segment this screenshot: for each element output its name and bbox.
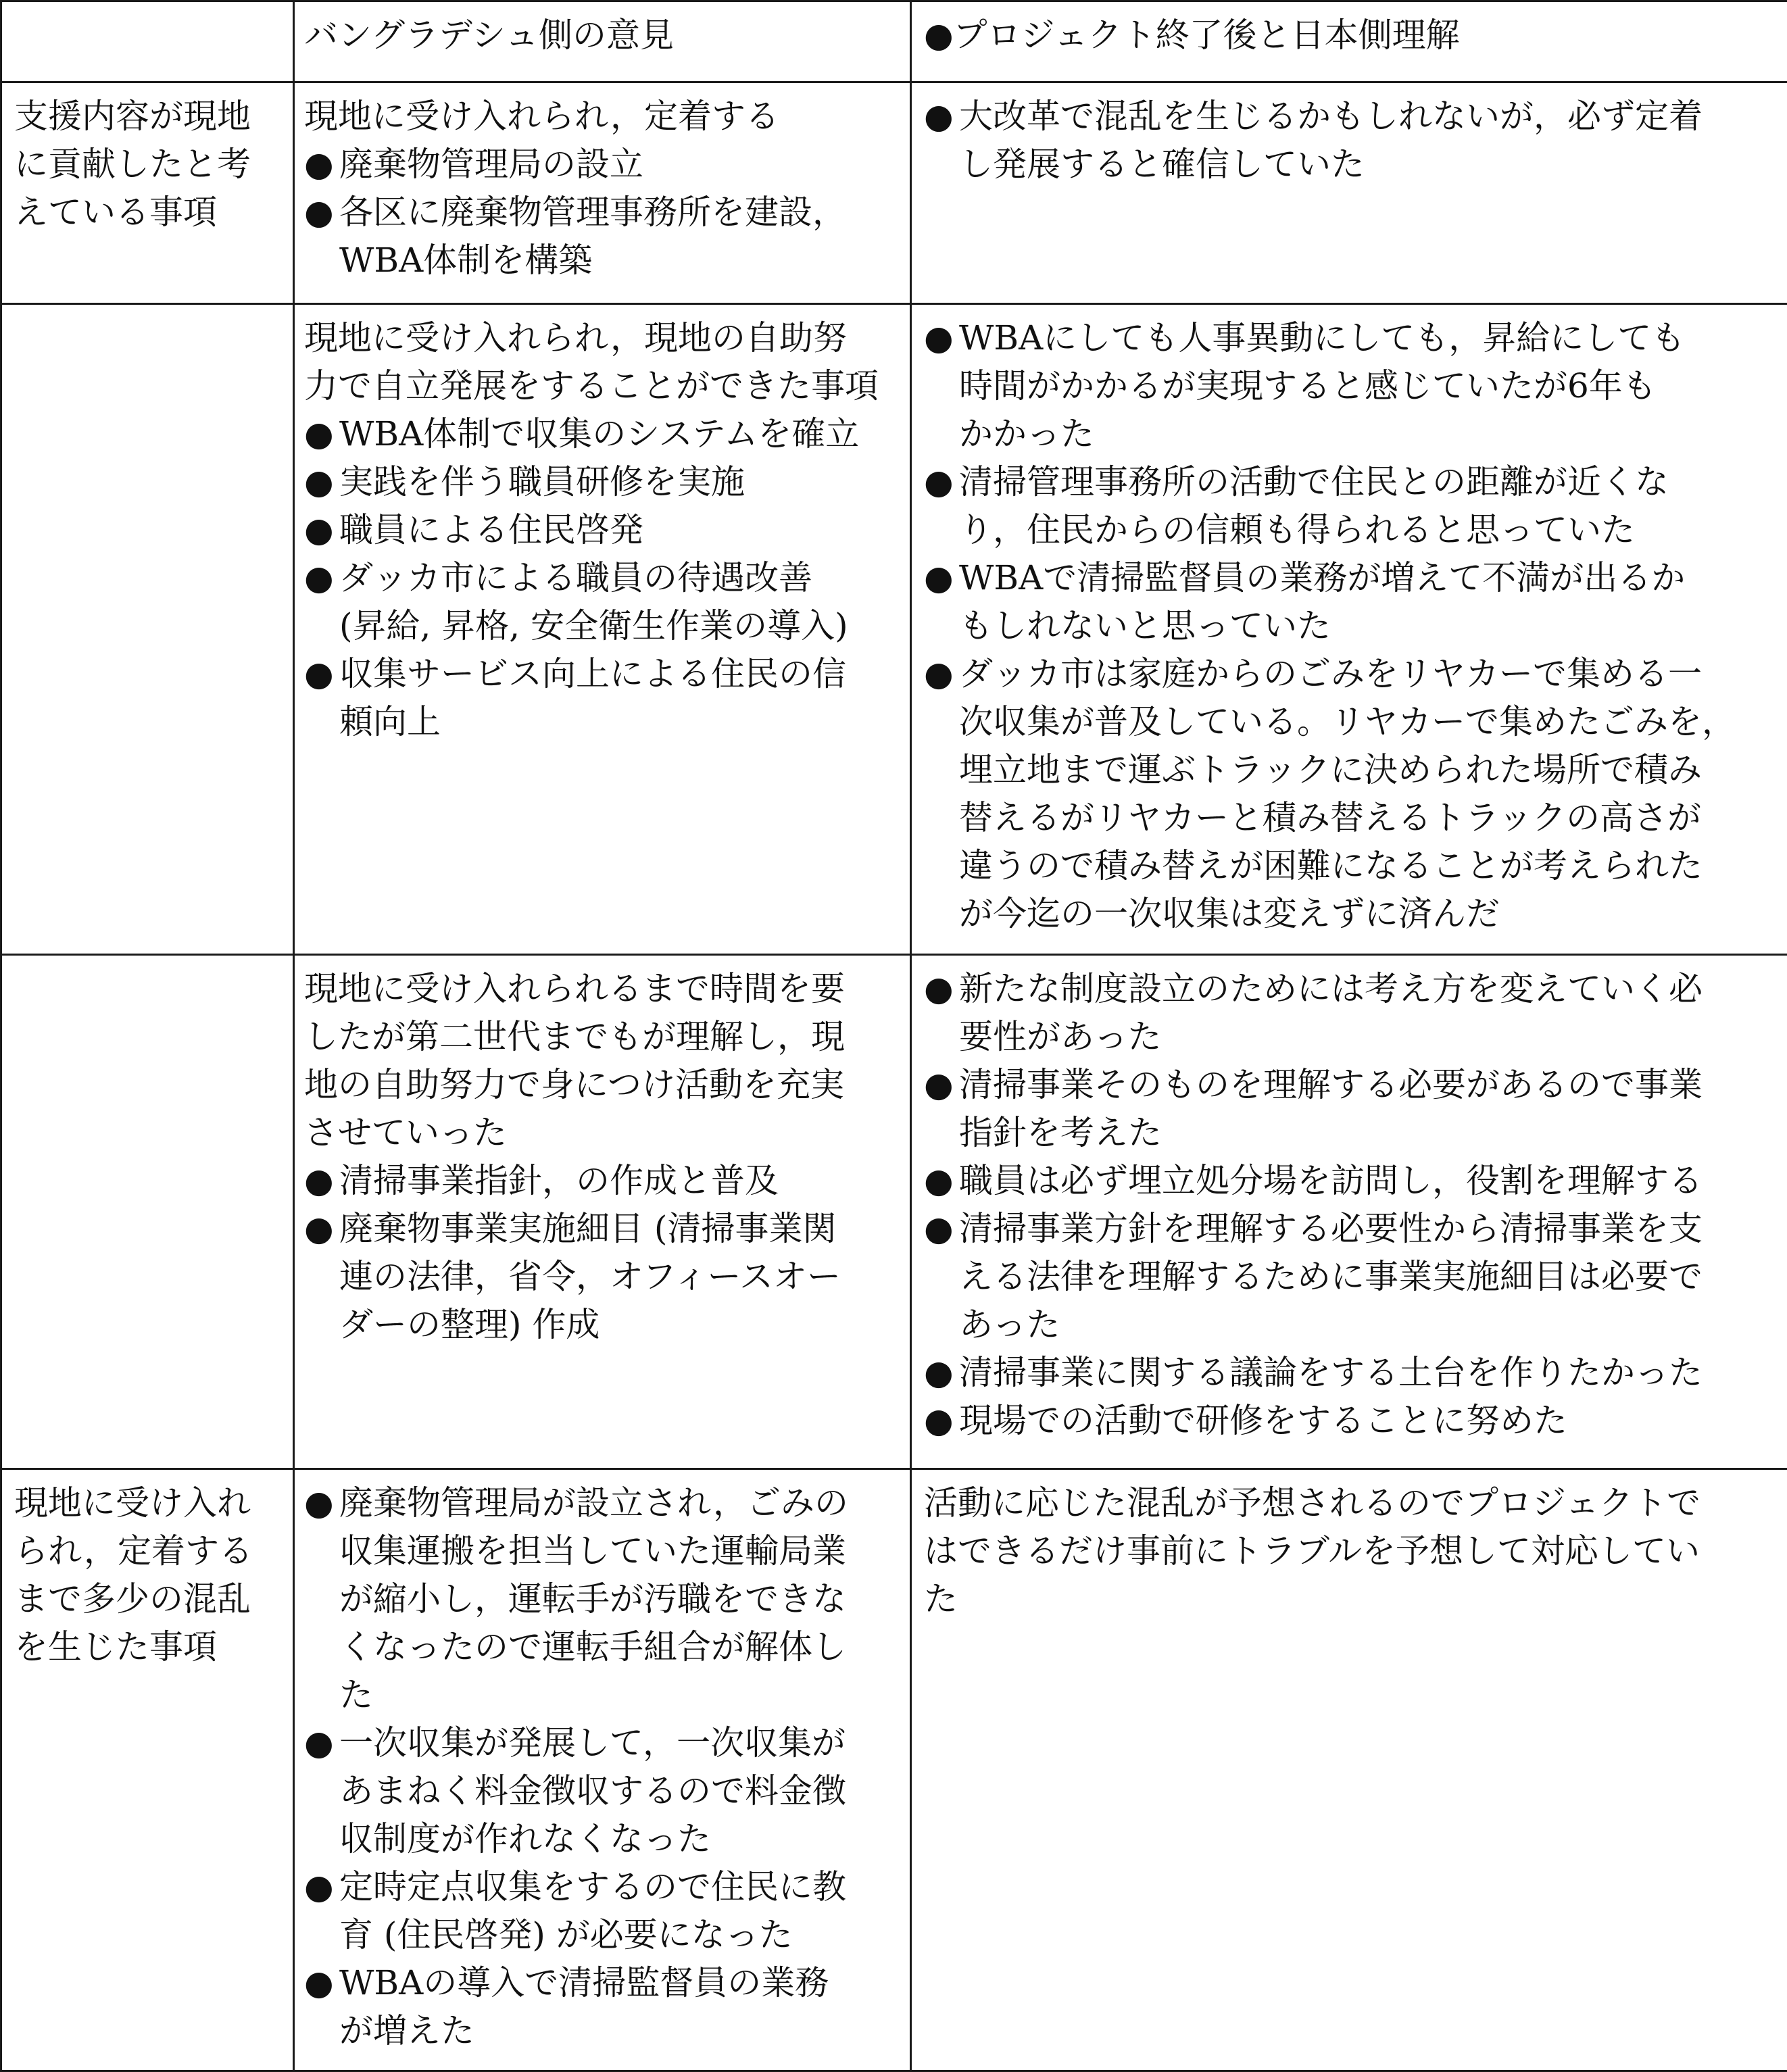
row-label-line: まで多少の混乱 <box>14 1575 283 1623</box>
row-label-cell <box>1 304 294 955</box>
japan-bullet-line: 要性があった <box>959 1013 1778 1061</box>
header-row <box>1 1 1787 82</box>
bangladesh-bullet-item <box>304 1863 900 1959</box>
japan-bullet-item <box>924 93 1778 189</box>
header-japan-understanding: ●プロジェクト終了後と日本側理解 <box>911 1 1787 82</box>
japan-bullet-list <box>924 965 1778 1445</box>
bangladesh-bullet-item <box>304 141 900 189</box>
japan-bullet-line: 替えるがリヤカーと積み替えるトラックの高さが <box>959 794 1778 842</box>
row-label-line: 支援内容が現地 <box>14 93 283 141</box>
bangladesh-bullet-item <box>304 189 900 285</box>
bangladesh-bullet-line: (昇給, 昇格, 安全衛生作業の導入) <box>339 602 900 650</box>
japan-bullet-line: ● ダッカ市は家庭からのごみをリヤカーで集める一 <box>959 650 1778 698</box>
row-label-line: えている事項 <box>14 189 283 237</box>
bangladesh-bullet-line: くなったので運転手組合が解体し <box>339 1623 900 1671</box>
table-body <box>1 1 1787 2071</box>
japan-bullet-line: 埋立地まで運ぶトラックに決められた場所で積み <box>959 746 1778 794</box>
japan-bullet-line: ● WBAで清掃監督員の業務が増えて不満が出るか <box>959 554 1778 602</box>
japan-bullet-item <box>924 1157 1778 1205</box>
bangladesh-bullet-line: が縮小し，運転手が汚職をできな <box>339 1575 900 1623</box>
japan-understanding-cell <box>911 955 1787 1469</box>
japan-bullet-list <box>924 314 1778 938</box>
japan-bullet-item <box>924 965 1778 1061</box>
bangladesh-bullet-line: た <box>339 1671 900 1719</box>
japan-bullet-line: ● 清掃事業に関する議論をする土台を作りたかった <box>959 1349 1778 1397</box>
bangladesh-bullet-list <box>304 1157 900 1349</box>
bangladesh-bullet-line: ● ダッカ市による職員の待遇改善 <box>339 554 900 602</box>
japan-intro-line: た <box>924 1575 1778 1623</box>
japan-bullet-item <box>924 458 1778 554</box>
header-empty-cell <box>1 1 294 82</box>
japan-bullet-line: かかった <box>959 410 1778 458</box>
japan-understanding-cell <box>911 82 1787 304</box>
bangladesh-bullet-list <box>304 1479 900 2055</box>
bangladesh-bullet-line: 収集運搬を担当していた運輸局業 <box>339 1527 900 1575</box>
japan-bullet-line: もしれないと思っていた <box>959 602 1778 650</box>
row-label-cell <box>1 1469 294 2071</box>
bangladesh-bullet-line: ● 収集サービス向上による住民の信 <box>339 650 900 698</box>
japan-bullet-line: し発展すると確信していた <box>959 141 1778 189</box>
bangladesh-bullet-line: 育 (住民啓発) が必要になった <box>339 1911 900 1959</box>
japan-bullet-line: ● 大改革で混乱を生じるかもしれないが，必ず定着 <box>959 93 1778 141</box>
japan-bullet-item <box>924 1349 1778 1397</box>
row-label-cell <box>1 955 294 1469</box>
bangladesh-bullet-item <box>304 506 900 554</box>
japan-bullet-item <box>924 314 1778 458</box>
bangladesh-intro-line: させていった <box>304 1109 900 1157</box>
row-label-line: られ，定着する <box>14 1527 283 1575</box>
bangladesh-intro-line: 現地に受け入れられるまで時間を要 <box>304 965 900 1013</box>
table-row <box>1 304 1787 955</box>
bangladesh-bullet-line: ● 実践を伴う職員研修を実施 <box>339 458 900 506</box>
bangladesh-bullet-line: 収制度が作れなくなった <box>339 1815 900 1863</box>
bangladesh-bullet-line: 連の法律，省令，オフィースオー <box>339 1253 900 1301</box>
japan-bullet-line: が今迄の一次収集は変えずに済んだ <box>959 890 1778 938</box>
bangladesh-bullet-line: ● WBAの導入で清掃監督員の業務 <box>339 1959 900 2007</box>
japan-bullet-item <box>924 554 1778 650</box>
bangladesh-bullet-line: ダーの整理) 作成 <box>339 1301 900 1349</box>
japan-bullet-line: ● 職員は必ず埋立処分場を訪問し，役割を理解する <box>959 1157 1778 1205</box>
japan-bullet-line: ● WBAにしても人事異動にしても，昇給にしても <box>959 314 1778 362</box>
bangladesh-opinion-cell <box>294 955 911 1469</box>
row-label-line: を生じた事項 <box>14 1623 283 1671</box>
japan-bullet-line: 違うので積み替えが困難になることが考えられた <box>959 842 1778 890</box>
bangladesh-bullet-line: が増えた <box>339 2007 900 2055</box>
bangladesh-bullet-item <box>304 1205 900 1349</box>
japan-intro-line: 活動に応じた混乱が予想されるのでプロジェクトで <box>924 1479 1778 1527</box>
japan-bullet-line: ● 新たな制度設立のためには考え方を変えていく必 <box>959 965 1778 1013</box>
bangladesh-bullet-line: ● 廃棄物管理局の設立 <box>339 141 900 189</box>
japan-bullet-line: ● 清掃事業そのものを理解する必要があるので事業 <box>959 1061 1778 1109</box>
bangladesh-bullet-line: ● WBA体制で収集のシステムを確立 <box>339 410 900 458</box>
bangladesh-bullet-line: ● 各区に廃棄物管理事務所を建設， <box>339 189 900 237</box>
japan-bullet-line: える法律を理解するために事業実施細目は必要で <box>959 1253 1778 1301</box>
table-row <box>1 1469 1787 2071</box>
table-row <box>1 955 1787 1469</box>
japan-bullet-list <box>924 93 1778 189</box>
bangladesh-intro-line: 現地に受け入れられ，定着する <box>304 93 900 141</box>
japan-understanding-cell <box>911 1469 1787 2071</box>
japan-bullet-line: あった <box>959 1301 1778 1349</box>
row-label-cell <box>1 82 294 304</box>
bangladesh-bullet-line: ● 廃棄物事業実施細目 (清掃事業関 <box>339 1205 900 1253</box>
bangladesh-bullet-line: ● 一次収集が発展して，一次収集が <box>339 1719 900 1767</box>
japan-bullet-item <box>924 1205 1778 1349</box>
japan-bullet-line: ● 清掃管理事務所の活動で住民との距離が近くな <box>959 458 1778 506</box>
japan-bullet-item <box>924 650 1778 938</box>
japan-bullet-line: り，住民からの信頼も得られると思っていた <box>959 506 1778 554</box>
bangladesh-bullet-list <box>304 141 900 285</box>
japan-bullet-line: ● 清掃事業方針を理解する必要性から清掃事業を支 <box>959 1205 1778 1253</box>
bangladesh-bullet-line: ● 清掃事業指針，の作成と普及 <box>339 1157 900 1205</box>
table-row <box>1 82 1787 304</box>
bangladesh-opinion-cell <box>294 82 911 304</box>
bangladesh-bullet-line: 頼向上 <box>339 698 900 746</box>
bangladesh-bullet-item <box>304 1959 900 2055</box>
header-bangladesh-opinion: バングラデシュ側の意見 <box>294 1 911 82</box>
japan-bullet-item <box>924 1397 1778 1445</box>
bangladesh-bullet-list <box>304 410 900 746</box>
bangladesh-bullet-line: ● 定時定点収集をするので住民に教 <box>339 1863 900 1911</box>
bangladesh-bullet-line: ● 廃棄物管理局が設立され，ごみの <box>339 1479 900 1527</box>
bangladesh-intro-line: 地の自助努力で身につけ活動を充実 <box>304 1061 900 1109</box>
bangladesh-intro-line: 力で自立発展をすることができた事項 <box>304 362 900 410</box>
row-label-line: 現地に受け入れ <box>14 1479 283 1527</box>
row-label-line: に貢献したと考 <box>14 141 283 189</box>
bangladesh-intro-line: したが第二世代までもが理解し，現 <box>304 1013 900 1061</box>
japan-understanding-cell <box>911 304 1787 955</box>
japan-bullet-line: 指針を考えた <box>959 1109 1778 1157</box>
japan-bullet-line: 次収集が普及している。リヤカーで集めたごみを， <box>959 698 1778 746</box>
bangladesh-bullet-item <box>304 1719 900 1863</box>
japan-intro-line: はできるだけ事前にトラブルを予想して対応してい <box>924 1527 1778 1575</box>
bangladesh-bullet-item <box>304 1479 900 1719</box>
bangladesh-bullet-item <box>304 458 900 506</box>
bangladesh-bullet-item <box>304 1157 900 1205</box>
bangladesh-bullet-line: WBA体制を構築 <box>339 237 900 285</box>
bangladesh-bullet-item <box>304 650 900 746</box>
japan-bullet-line: 時間がかかるが実現すると感じていたが6年も <box>959 362 1778 410</box>
japan-bullet-item <box>924 1061 1778 1157</box>
bangladesh-bullet-item <box>304 410 900 458</box>
bangladesh-bullet-line: あまねく料金徴収するので料金徴 <box>339 1767 900 1815</box>
bangladesh-opinion-cell <box>294 304 911 955</box>
bangladesh-intro-line: 現地に受け入れられ，現地の自助努 <box>304 314 900 362</box>
japan-bullet-line: ● 現場での活動で研修をすることに努めた <box>959 1397 1778 1445</box>
bangladesh-bullet-item <box>304 554 900 650</box>
bangladesh-bullet-line: ● 職員による住民啓発 <box>339 506 900 554</box>
bangladesh-opinion-cell <box>294 1469 911 2071</box>
